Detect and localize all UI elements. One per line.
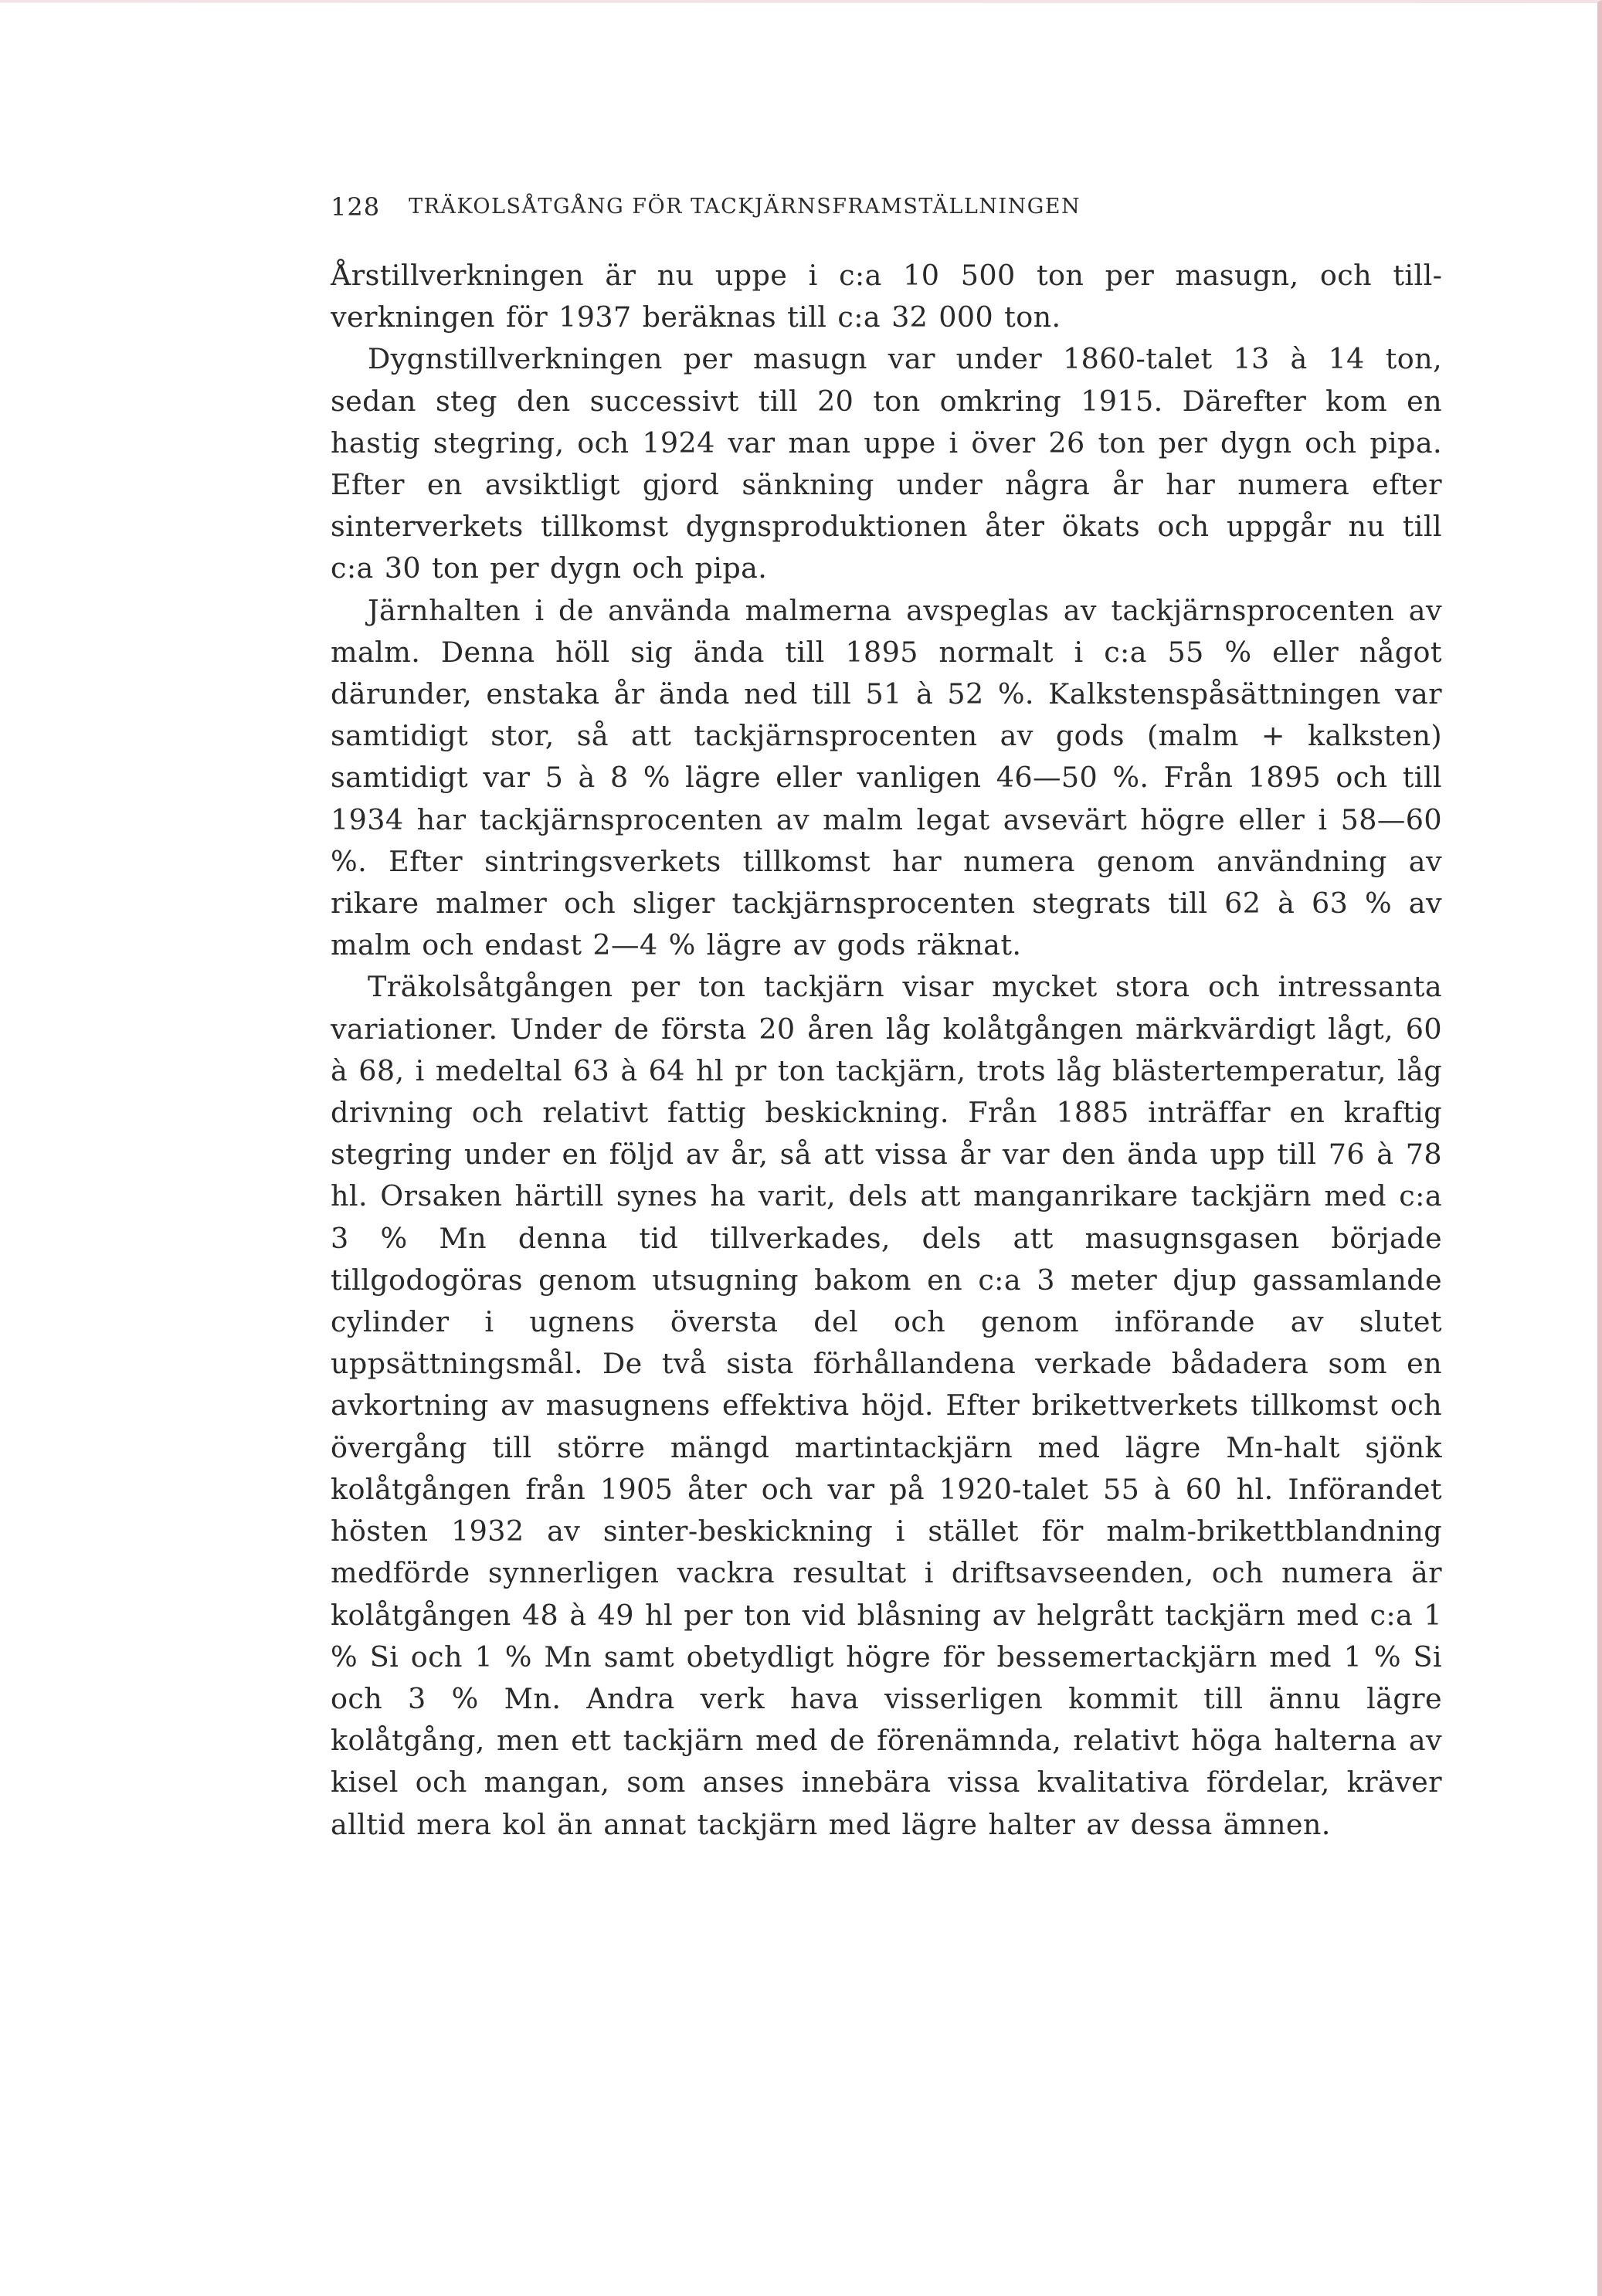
running-head <box>331 184 1442 230</box>
paragraph-daily-production: Dygnstillverkningen per masugn var under 1860-talet 13 à 14 ton, sedan steg den successivt till 20 ton omkring 1915. Därefter kom en hastig stegring, och 1924 var man uppe i över 26 ton per dygn och pipa. Efter en avsiktligt gjord sänkning under några år har numera efter sinterverkets tillkomst dygnsproduktionen åter ökats och uppgår nu till c:a 30 ton per dygn och pipa. <box>331 342 1442 585</box>
page-number: 128 <box>331 192 381 222</box>
paragraph-charcoal-consumption: Träkolsåtgången per ton tackjärn visar mycket stora och intressanta variationer. Under de första 20 åren låg kolåtgången märkvärdigt lågt, 60 à 68, i medeltal 63 à 64 hl pr ton tackjärn, trots låg blästertemperatur, låg drivning och relativt fattig beskickning. Från 1885 inträffar en kraftig stegring under en följd av år, så att vissa år var den ända upp till 76 à 78 hl. Orsaken härtill synes ha varit, dels att manganrikare tackjärn med c:a 3 % Mn denna tid tillverkades, dels att masugnsgasen började tillgodogöras genom utsugning bakom en c:a 3 meter djup gassamlande cylinder i ugnens översta del och genom införande av slutet uppsättningsmål. De två sista förhållandena verkade bådadera som en avkortning av masugnens effektiva höjd. Efter brikettverkets tillkomst och övergång till större mängd martintackjärn med lägre Mn-halt sjönk kolåtgången från 1905 åter och var på 1920-talet 55 à 60 hl. Införandet hösten 1932 av sinter-beskickning i stället för malm-brikettblandning medförde synnerligen vackra resultat i driftsavseenden, och numera är kolåtgången 48 à 49 hl per ton vid blåsning av helgrått tackjärn med c:a 1 % Si och 1 % Mn samt obetydligt högre för bessemertackjärn med 1 % Si och 3 % Mn. Andra verk hava visserligen kommit till ännu lägre kolåtgång, men ett tackjärn med de förenämnda, relativt höga halterna av kisel och mangan, som anses innebära vissa kvalitativa fördelar, kräver alltid mera kol än annat tackjärn med lägre halter av dessa ämnen. <box>331 970 1442 1841</box>
body-text <box>331 255 1442 1846</box>
paragraph-annual-production: Årstillverkningen är nu uppe i c:a 10 500 ton per masugn, och tillverkningen för 1937 beräknas till c:a 32 000 ton. <box>331 259 1442 334</box>
running-title: TRÄKOLSÅTGÅNG FÖR TACKJÄRNSFRAMSTÄLLNINGEN <box>409 195 1081 219</box>
book-page <box>331 164 1442 1846</box>
paragraph-iron-content: Järnhalten i de använda malmerna avspeglas av tackjärnsprocenten av malm. Denna höll sig ända till 1895 normalt i c:a 55 % eller något därunder, enstaka år ända ned till 51 à 52 %. Kalkstenspåsättningen var samtidigt stor, så att tackjärnsprocenten av gods (malm + kalksten) samtidigt var 5 à 8 % lägre eller vanligen 46—50 %. Från 1895 och till 1934 har tackjärnsprocenten av malm legat avsevärt högre eller i 58—60 %. Efter sintringsverkets tillkomst har numera genom användning av rikare malmer och sliger tackjärnsprocenten stegrats till 62 à 63 % av malm och endast 2—4 % lägre av gods räknat. <box>331 593 1442 962</box>
